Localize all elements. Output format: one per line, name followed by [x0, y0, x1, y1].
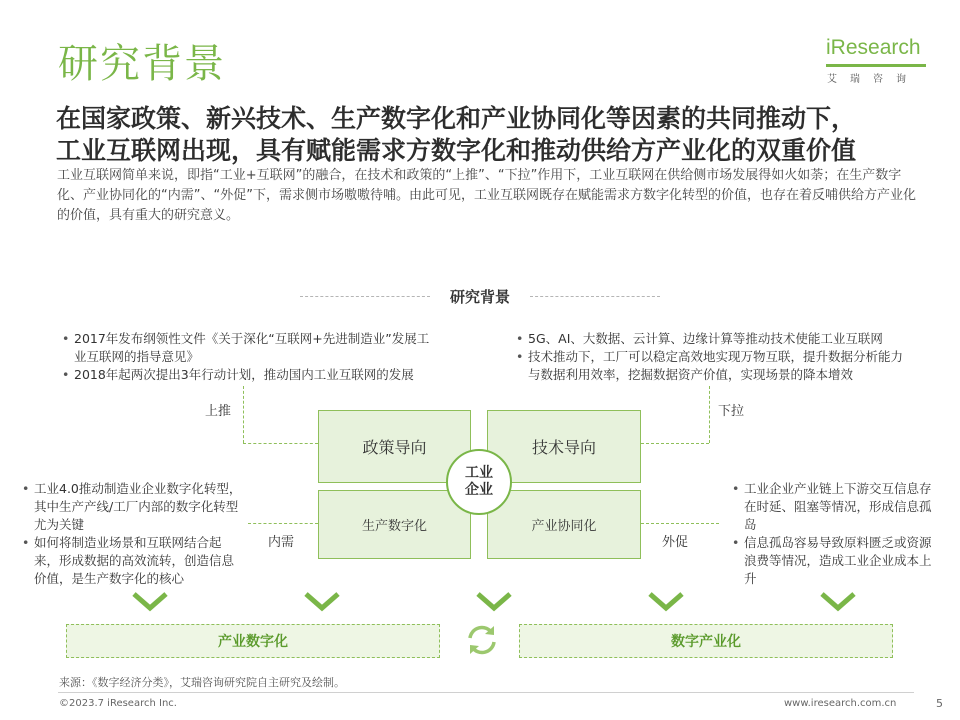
digital-industrialization-bar: [519, 624, 893, 658]
cycle-arrows-icon: [464, 622, 500, 658]
quadrant-industry: [487, 490, 641, 559]
section-title: 研究背景: [437, 286, 523, 307]
section-divider-left: [300, 296, 430, 297]
headline: [56, 103, 936, 167]
iresearch-logo: [826, 36, 930, 86]
footer-divider: [58, 692, 914, 693]
quadrant-production: [318, 490, 471, 559]
digital-industrialization-label: 数字产业化: [671, 634, 741, 650]
inner-demand-label: 内需: [268, 535, 295, 550]
chevron-down-icon: [648, 590, 684, 614]
quadrant-production-label: 生产数字化: [361, 519, 427, 534]
push-up-connector-vertical: [243, 386, 244, 443]
list-item: • 5G、AI、大数据、云计算、边缘计算等推动技术使能工业互联网: [514, 330, 906, 348]
intro-paragraph: 工业互联网简单来说，即指“工业+互联网”的融合，在技术和政策的“上推”、“下拉”作用下，工业互联网在供给侧市场发展得如火如荼；在生产数字化、产业协同化的“内需”、“外促”下，需求侧市场嗷嗷待哺。由此可见，工业互联网既存在赋能需求方数字化转型的价值，也存在着反哺供给方产业化的价值，具有重大的研究意义。: [57, 168, 916, 223]
list-item: • 工业4.0推动制造业企业数字化转型，其中生产产线/工厂内部的数字化转型尤为关键: [20, 480, 242, 534]
chevron-down-icon: [476, 590, 512, 614]
pull-down-connector-vertical: [709, 386, 710, 443]
chevron-down-icon: [132, 590, 168, 614]
chevron-down-icon: [820, 590, 856, 614]
headline-line-2: 工业互联网出现，具有赋能需求方数字化和推动供给方产业化的双重价值: [56, 136, 857, 165]
list-item: • 如何将制造业场景和互联网结合起来，形成数据的高效流转，创造信息价值，是生产数字化的核心: [20, 534, 242, 588]
logo-subtitle: 艾瑞咨询: [827, 74, 919, 85]
industry-digitalization-bar: [66, 624, 440, 658]
website: www.iresearch.com.cn: [784, 698, 897, 709]
quadrant-tech-label: 技术导向: [531, 438, 596, 457]
headline-line-1: 在国家政策、新兴技术、生产数字化和产业协同化等因素的共同推动下，: [56, 104, 857, 133]
copyright: ©2023.7 iResearch Inc.: [59, 698, 177, 709]
inner-demand-connector: [248, 523, 318, 524]
hub-label-line-2: 企业: [465, 482, 493, 498]
list-item: • 2017年发布纲领性文件《关于深化“互联网+先进制造业”发展工业互联网的指导意见》: [60, 330, 440, 366]
industry-bullets: [730, 480, 940, 588]
push-up-label: 上推: [205, 404, 232, 419]
tech-bullets: [514, 330, 906, 384]
hub-label-line-1: 工业: [465, 465, 493, 481]
outer-drive-connector: [641, 523, 719, 524]
quadrant-industry-label: 产业协同化: [531, 519, 597, 534]
pull-down-label: 下拉: [718, 404, 745, 419]
logo-underline: [826, 64, 926, 67]
logo-wordmark: iResearch: [826, 36, 921, 59]
pull-down-connector-horizontal: [641, 443, 709, 444]
chevron-down-icon: [304, 590, 340, 614]
list-item: • 2018年起两次提出3年行动计划，推动国内工业互联网的发展: [60, 366, 440, 384]
outer-drive-label: 外促: [662, 535, 689, 550]
push-up-connector-horizontal: [243, 443, 318, 444]
page-title: 研究背景: [58, 41, 226, 87]
section-divider-right: [530, 296, 660, 297]
quadrant-policy-label: 政策导向: [362, 438, 427, 457]
page-number: 5: [936, 697, 943, 710]
list-item: • 技术推动下，工厂可以稳定高效地实现万物互联，提升数据分析能力与数据利用效率，挖掘数据资产价值，实现场景的降本增效: [514, 348, 906, 384]
list-item: • 工业企业产业链上下游交互信息存在时延、阻塞等情况，形成信息孤岛: [730, 480, 940, 534]
production-bullets: [20, 480, 242, 588]
source-note: 来源：《数字经济分类》，艾瑞咨询研究院自主研究及绘制。: [59, 676, 345, 689]
policy-bullets: [60, 330, 440, 384]
list-item: • 信息孤岛容易导致原料匮乏或资源浪费等情况，造成工业企业成本上升: [730, 534, 940, 588]
industry-digitalization-label: 产业数字化: [218, 634, 288, 650]
industrial-enterprise-hub: [446, 449, 512, 515]
